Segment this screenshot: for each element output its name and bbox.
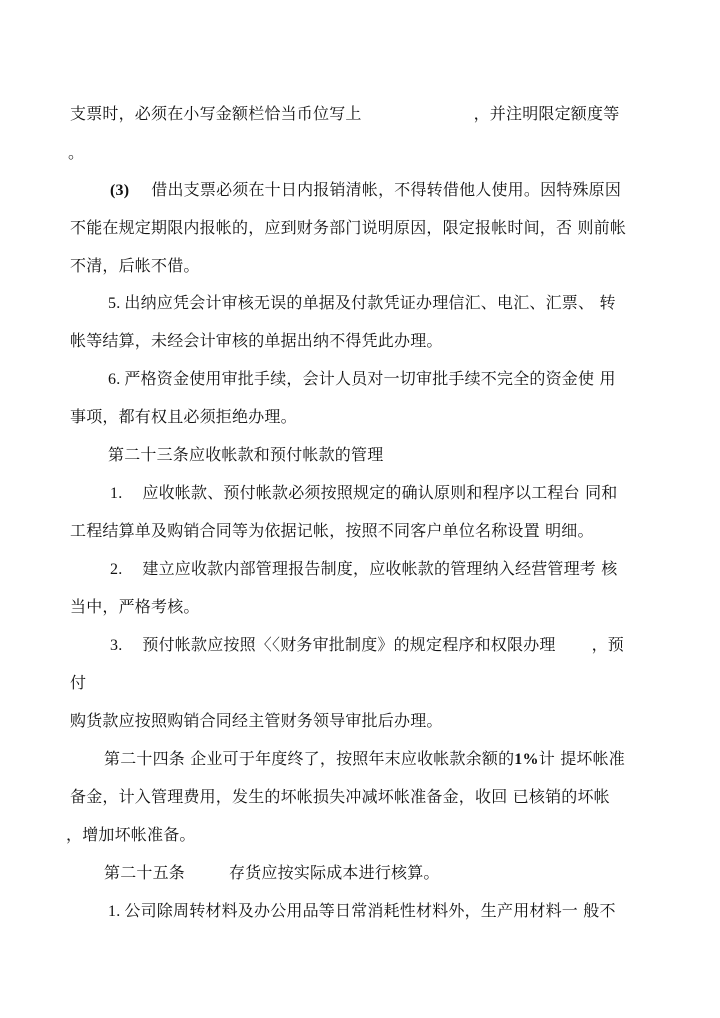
section-heading: 第二十三条应收帐款和预付帐款的管理 (108, 445, 384, 464)
text-line: 1. 公司除周转材料及办公用品等日常消耗性材料外，生产用材料一 般不 (108, 901, 616, 920)
text-line: 帐等结算，未经会计审核的单据出纳不得凭此办理。 (70, 331, 443, 350)
text-line: 事项，都有权且必须拒绝办理。 (70, 407, 297, 426)
text-line: 2. 建立应收款内部管理报告制度，应收帐款的管理纳入经营管理考 核 (110, 559, 618, 578)
text-line: 购货款应按照购销合同经主管财务领导审批后办理。 (70, 711, 443, 730)
text-line: 3. 预付帐款应按照〈〈财务审批制度》的规定程序和权限办理 ，预 (110, 635, 625, 654)
text-line: 支票时，必须在小写金额栏恰当币位写上 ，并注明限定额度等 (70, 104, 620, 123)
section-heading: 第二十五条 存货应按实际成本进行核算。 (104, 863, 440, 882)
text-line: 不清，后帐不借。 (70, 256, 200, 275)
text-line: 第二十四条 企业可于年度终了，按照年末应收帐款余额的1%计 提坏帐准 (104, 749, 625, 768)
text-line: 不能在规定期限内报帐的，应到财务部门说明原因，限定报帐时间，否 则前帐 (70, 218, 627, 237)
text-line: 5. 出纳应凭会计审核无误的单据及付款凭证办理信汇、电汇、汇票、 转 (108, 293, 616, 312)
text-line: 6. 严格资金使用审批手续，会计人员对一切审批手续不完全的资金使 用 (108, 369, 616, 388)
text-line: 付 (70, 673, 87, 692)
text-line: (3) 借出支票必须在十日内报销清帐，不得转借他人使用。因特殊原因 (110, 180, 622, 199)
text-line: 当中，严格考核。 (70, 597, 200, 616)
text-line: 备金，计入管理费用，发生的坏帐损失冲减坏帐准备金，收回 已核销的坏帐 (70, 787, 610, 806)
text-line: 。 (68, 143, 85, 162)
text-line: ，增加坏帐准备。 (66, 825, 196, 844)
text-line: 工程结算单及购销合同等为依据记帐，按照不同客户单位名称设置 明细。 (70, 521, 594, 540)
text-line: 1. 应收帐款、预付帐款必须按照规定的确认原则和程序以工程台 同和 (110, 483, 618, 502)
